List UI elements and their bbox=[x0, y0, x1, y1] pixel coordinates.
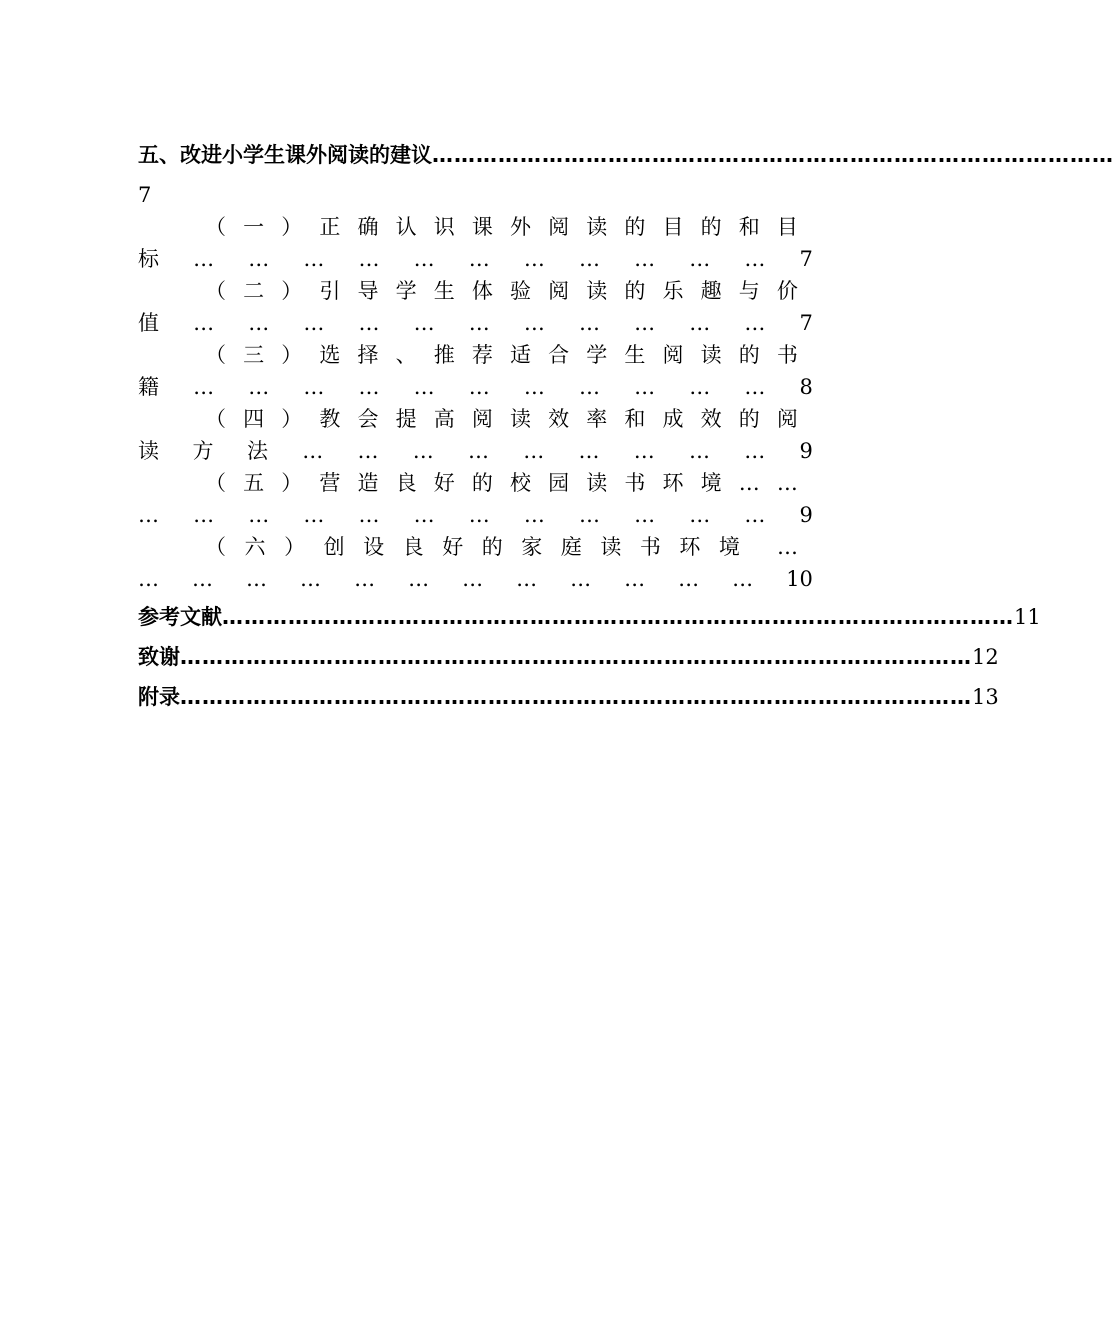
toc-char: 择 bbox=[357, 343, 379, 367]
toc-char: 成 bbox=[662, 407, 684, 431]
toc-entry-sub-3[interactable] bbox=[205, 340, 798, 370]
toc-page-number: 13 bbox=[972, 685, 999, 709]
toc-char: 书 bbox=[639, 535, 661, 559]
toc-entry-sub-1[interactable] bbox=[205, 212, 798, 242]
toc-char: ） bbox=[281, 343, 303, 367]
toc-char: 高 bbox=[433, 407, 455, 431]
toc-char: 与 bbox=[738, 279, 760, 303]
toc-page-number: 7 bbox=[799, 247, 813, 271]
toc-char: 读 bbox=[586, 471, 608, 495]
toc-page-number: 10 bbox=[786, 567, 813, 591]
toc-char: … bbox=[776, 535, 798, 559]
toc-entry-thanks[interactable] bbox=[138, 642, 999, 672]
toc-title: 参考文献 bbox=[138, 605, 222, 629]
toc-char: 生 bbox=[433, 279, 455, 303]
toc-char: （ bbox=[205, 343, 226, 367]
toc-page-number: 9 bbox=[799, 503, 813, 527]
toc-entry-sub-3-line2: 籍 … … … … … … … … … … … 8 bbox=[138, 372, 813, 402]
toc-char: 学 bbox=[395, 279, 417, 303]
toc-char: 书 bbox=[776, 343, 798, 367]
toc-entry-sub-2-line2: 值 … … … … … … … … … … … 7 bbox=[138, 308, 813, 338]
toc-label bbox=[205, 340, 798, 370]
toc-char: 趣 bbox=[700, 279, 722, 303]
toc-char: 营 bbox=[319, 471, 341, 495]
toc-char: 好 bbox=[442, 535, 464, 559]
toc-char: 生 bbox=[624, 343, 646, 367]
toc-char: ） bbox=[281, 407, 303, 431]
toc-char: 读 bbox=[586, 279, 608, 303]
toc-entry-sub-2[interactable] bbox=[205, 276, 798, 306]
toc-entry-references[interactable] bbox=[138, 602, 1041, 632]
toc-tail: 标 bbox=[138, 247, 159, 271]
toc-entry-sub-5[interactable] bbox=[205, 468, 798, 498]
toc-char: 导 bbox=[357, 279, 379, 303]
toc-char: 效 bbox=[548, 407, 570, 431]
toc-char: 效 bbox=[700, 407, 722, 431]
toc-leader: … bbox=[138, 503, 159, 527]
toc-char: 会 bbox=[357, 407, 379, 431]
toc-char: 提 bbox=[395, 407, 417, 431]
toc-char: 课 bbox=[471, 215, 493, 239]
toc-char: 好 bbox=[433, 471, 455, 495]
toc-char: 阅 bbox=[548, 215, 570, 239]
toc-char: ） bbox=[281, 279, 303, 303]
toc-char: 的 bbox=[471, 471, 493, 495]
toc-char: 的 bbox=[738, 343, 760, 367]
toc-entry-appendix[interactable] bbox=[138, 682, 999, 712]
toc-char: 、 bbox=[395, 343, 417, 367]
toc-char: （ bbox=[205, 279, 226, 303]
toc-char: 推 bbox=[433, 343, 455, 367]
toc-char: （ bbox=[205, 215, 226, 239]
toc-leader: ……………………………………………………………………………………………… bbox=[180, 685, 972, 709]
toc-entry-sub-1-line2: 标 … … … … … … … … … … … 7 bbox=[138, 244, 813, 274]
toc-char: 适 bbox=[510, 343, 531, 367]
toc-leader: ……………………………………………………………………………………………… bbox=[222, 605, 1014, 629]
toc-leader: ……………………………………………………………………………………………… bbox=[180, 645, 972, 669]
toc-char: 的 bbox=[624, 215, 646, 239]
toc-char: 读 bbox=[510, 407, 531, 431]
toc-title: 五、改进小学生课外阅读的建议 bbox=[138, 143, 432, 167]
toc-char: 书 bbox=[624, 471, 646, 495]
toc-char: 目 bbox=[776, 215, 798, 239]
toc-entry-section-5[interactable] bbox=[138, 140, 1114, 170]
toc-char: 确 bbox=[357, 215, 379, 239]
toc-char: 识 bbox=[433, 215, 455, 239]
toc-char: 阅 bbox=[662, 343, 684, 367]
toc-char: 阅 bbox=[471, 407, 493, 431]
toc-entry-sub-5-line2: … … … … … … … … … … … … 9 bbox=[138, 500, 813, 530]
toc-char: 境 bbox=[718, 535, 740, 559]
toc-char: 的 bbox=[624, 279, 646, 303]
toc-char: 良 bbox=[395, 471, 417, 495]
toc-leader: … bbox=[138, 567, 159, 591]
toc-char: 验 bbox=[510, 279, 531, 303]
toc-char: 设 bbox=[363, 535, 385, 559]
toc-page-number: 7 bbox=[138, 183, 152, 207]
toc-char: ） bbox=[284, 535, 306, 559]
toc-char: 和 bbox=[624, 407, 646, 431]
toc-char: 教 bbox=[319, 407, 341, 431]
toc-char: 法 bbox=[247, 439, 268, 463]
toc-char: 方 bbox=[192, 439, 214, 463]
toc-char: 的 bbox=[481, 535, 503, 559]
toc-char: 五 bbox=[243, 471, 265, 495]
toc-char: 造 bbox=[357, 471, 379, 495]
toc-char: 引 bbox=[319, 279, 341, 303]
toc-label bbox=[205, 212, 798, 242]
toc-entry-sub-4-line2: 读 方 法 … … … … … … … … … 9 bbox=[138, 436, 813, 466]
toc-char: 外 bbox=[510, 215, 531, 239]
toc-char: 环 bbox=[679, 535, 701, 559]
toc-char: 荐 bbox=[471, 343, 493, 367]
toc-page-number: 12 bbox=[972, 645, 999, 669]
toc-char: 价 bbox=[776, 279, 798, 303]
toc-char: 正 bbox=[319, 215, 341, 239]
toc-char: 乐 bbox=[662, 279, 684, 303]
toc-char: 阅 bbox=[548, 279, 570, 303]
toc-char: 的 bbox=[700, 215, 722, 239]
toc-tail: 值 bbox=[138, 311, 159, 335]
toc-char: 三 bbox=[243, 343, 265, 367]
toc-char: 庭 bbox=[560, 535, 582, 559]
toc-char: 率 bbox=[586, 407, 608, 431]
toc-page-number: 9 bbox=[799, 439, 813, 463]
toc-char: 读 bbox=[700, 343, 722, 367]
toc-char: 读 bbox=[138, 439, 159, 463]
toc-char: （ bbox=[205, 471, 226, 495]
toc-entry-sub-6[interactable] bbox=[205, 532, 798, 562]
toc-char: 选 bbox=[319, 343, 341, 367]
toc-char: 一 bbox=[243, 215, 265, 239]
toc-char: 良 bbox=[402, 535, 424, 559]
toc-char: 的 bbox=[738, 407, 760, 431]
toc-char: … bbox=[738, 471, 760, 495]
toc-char: … bbox=[776, 471, 798, 495]
toc-char: （ bbox=[205, 407, 226, 431]
toc-char: 读 bbox=[600, 535, 622, 559]
toc-char: 六 bbox=[244, 535, 266, 559]
toc-title: 附录 bbox=[138, 685, 180, 709]
toc-char: 园 bbox=[548, 471, 570, 495]
toc-char: 四 bbox=[243, 407, 265, 431]
toc-page-number: 7 bbox=[799, 311, 813, 335]
toc-char: 校 bbox=[510, 471, 531, 495]
toc-leader: … bbox=[193, 311, 215, 335]
toc-leader: … bbox=[193, 375, 215, 399]
toc-char: 和 bbox=[738, 215, 760, 239]
toc-char: 目 bbox=[662, 215, 684, 239]
toc-leader: ………………………………………………………………………………… bbox=[432, 143, 1114, 167]
toc-entry-sub-6-line2: … … … … … … … … … … … … 10 bbox=[138, 564, 813, 594]
toc-page-number: 11 bbox=[1014, 605, 1041, 629]
toc-title: 致谢 bbox=[138, 645, 180, 669]
toc-char: 二 bbox=[243, 279, 265, 303]
toc-char: 合 bbox=[548, 343, 570, 367]
toc-char: 创 bbox=[323, 535, 345, 559]
toc-label bbox=[205, 532, 798, 562]
toc-char: 体 bbox=[471, 279, 493, 303]
toc-char: 认 bbox=[395, 215, 417, 239]
toc-char: 读 bbox=[586, 215, 608, 239]
toc-char: 环 bbox=[662, 471, 684, 495]
toc-leader: … bbox=[193, 247, 215, 271]
toc-char: ） bbox=[281, 215, 303, 239]
toc-char: 境 bbox=[700, 471, 722, 495]
toc-char: （ bbox=[205, 535, 226, 559]
toc-leader: … bbox=[302, 439, 324, 463]
toc-tail: 籍 bbox=[138, 375, 159, 399]
toc-char: ） bbox=[281, 471, 303, 495]
toc-char: 学 bbox=[586, 343, 608, 367]
toc-label bbox=[205, 276, 798, 306]
toc-page-number: 8 bbox=[799, 375, 813, 399]
toc-char: 阅 bbox=[776, 407, 798, 431]
toc-label bbox=[205, 404, 798, 434]
toc-char: 家 bbox=[521, 535, 543, 559]
toc-entry-sub-4[interactable] bbox=[205, 404, 798, 434]
toc-tail bbox=[138, 436, 268, 466]
toc-label bbox=[205, 468, 798, 498]
